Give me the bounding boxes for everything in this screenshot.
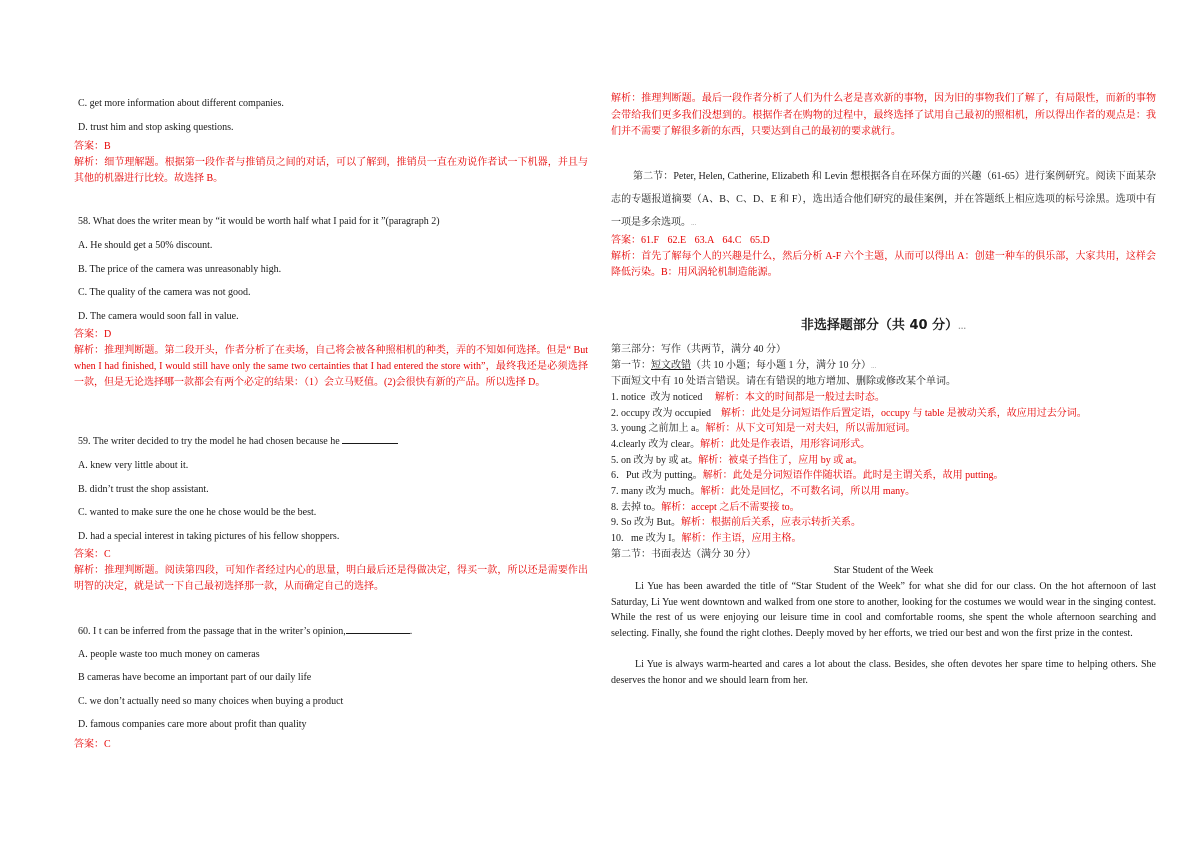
correction-item: 9. So 改为 But。解析：根据前后关系，应表示转折关系。 [611, 517, 862, 528]
section2-writing-heading: 第二节：书面表达（满分 30 分） [611, 549, 756, 560]
q60-option-a: A. people waste too much money on cameras [78, 649, 260, 660]
q58-option-b: B. The price of the camera was unreasonably high. [78, 264, 282, 275]
part3-heading: 第三部分：写作（共两节，满分 40 分） [611, 344, 786, 355]
correction-item: 8. 去掉 to。解析：accept 之后不需要接 to。 [611, 502, 800, 513]
section2-explanation: 解析：首先了解每个人的兴趣是什么，然后分析 A-F 六个主题，从而可以得出 A：创建一种车的俱乐部，大家共用，这样会降低污染。B：用风涡轮机制造能源。 [611, 251, 1156, 278]
q58-option-c: C. The quality of the camera was not good. [78, 287, 251, 298]
section2-answer: 答案：61.F 62.E 63.A 64.C 65.D [611, 235, 770, 246]
essay-title: Star Student of the Week [833, 565, 934, 576]
correction-item: 6．Put 改为 putting。解析：此处是分词短语作伴随状语。此时是主谓关系，故用 putting。 [611, 470, 1004, 481]
q60-explanation: 解析：推理判断题。最后一段作者分析了人们为什么老是喜欢新的事物，因为旧的事物我们了解了，有局限性，而新的事物会带给我们更多我们没想到的。根据作者在购物的过程中，最终选择了试用自己最初的照相机，所以得出作者的观点是：我们并不需要了解很多新的东西，只要达到自己的最初的要求就行。 [611, 93, 1156, 137]
q58-option-d: D. The camera would soon fall in value. [78, 311, 239, 322]
q58-stem: 58. What does the writer mean by “it would be worth half what I paid for it ”(paragraph 2) [78, 216, 440, 227]
q58-option-a: A. He should get a 50% discount. [78, 240, 213, 251]
correction-item: 3. young 之前加上 a。解析：从下文可知是一对夫妇，所以需加冠词。 [611, 423, 916, 434]
section-title: 非选择题部分（共 40 分）... [800, 318, 967, 333]
q59-stem: 59. The writer decided to try the model he had chosen because he [74, 434, 398, 449]
section1-heading: 第一节：短文改错（共 10 小题；每小题 1 分，满分 10 分）... [611, 360, 877, 371]
essay-paragraph-1: Li Yue has been awarded the title of “Star Student of the Week” for what she did for our class. On the hot afternoon of last Saturday, Li Yue went downtown and walked from one store to another, looking for the costumes we would wear in the singing contest. While the rest of us were enjoying our leisure time in cool and comfortable rooms, she spent the whole afternoon searching and selecting. Finally, she found the right clothes. Deeply moved by her efforts, we tried our best and won the first prize in the contest. [611, 581, 1156, 640]
section1-underlined: 短文改错 [651, 360, 691, 371]
q59-option-c: C. wanted to make sure the one he chose would be the best. [78, 507, 317, 518]
q59-explanation: 解析：推理判断题。阅读第四段，可知作者经过内心的思量，明白最后还是得做决定，得买一款，所以还是需要作出明智的决定，就是试一下自己最初选择那一款，从而确定自己的选择。 [74, 565, 588, 592]
essay-paragraph-2: Li Yue is always warm-hearted and cares a lot about the class. Besides, she often devotes her spare time to helping others. She deserves the honor and we should learn from her. [611, 659, 1156, 686]
correction-item: 4.clearly 改为 clear。解析：此处是作表语，用形容词形式。 [611, 439, 871, 450]
q59-option-d: D. had a special interest in taking pictures of his fellow shoppers. [78, 531, 340, 542]
q59-blank [342, 434, 398, 444]
q60-blank [346, 624, 410, 634]
section2-intro: 第二节：Peter, Helen, Catherine, Elizabeth 和 Levin 想根据各自在环保方面的兴趣（61-65）进行案例研究。阅读下面某杂志的专题报道摘要（A、B、C、D、E 和 F），选出适合他们研究的最佳案例，并在答题纸上相应选项的标号涂黑。选项中有一项是多余选项。... [611, 171, 1156, 228]
q57-option-d: D. trust him and stop asking questions. [78, 122, 234, 133]
q57-option-c: C. get more information about different companies. [78, 98, 284, 109]
q59-option-a: A. knew very little about it. [78, 460, 189, 471]
q60-stem: 60. I t can be inferred from the passage that in the writer’s opinion, . [78, 626, 413, 637]
q57-answer: 答案：B [74, 141, 111, 152]
q59-option-b: B. didn’t trust the shop assistant. [78, 484, 209, 495]
q60-option-d: D. famous companies care more about profit than quality [78, 719, 307, 730]
correction-item: 2. occupy 改为 occupied 解析：此处是分词短语作后置定语，occupy 与 table 是被动关系，故应用过去分词。 [611, 408, 1087, 419]
correction-item: 10. me 改为 I。解析：作主语，应用主格。 [611, 533, 802, 544]
q60-option-b: B cameras have become an important part of our daily life [78, 672, 312, 683]
paragraph-mark: ... [691, 219, 697, 227]
q60-answer: 答案：C [74, 739, 111, 750]
q57-explanation: 解析：细节理解题。根据第一段作者与推销员之间的对话，可以了解到，推销员一直在劝说作者试一下机器，并且与其他的机器进行比较。故选择 B。 [74, 157, 588, 184]
q60-option-c: C. we don’t actually need so many choices when buying a product [78, 696, 344, 707]
heading-mark: ... [871, 362, 877, 370]
section1-instructions: 下面短文中有 10 处语言错误。请在有错误的地方增加、删除或修改某个单词。 [611, 376, 956, 387]
correction-item: 1. notice 改为 noticed 解析：本文的时间都是一般过去时态。 [611, 392, 885, 403]
q58-answer: 答案：D [74, 329, 112, 340]
correction-item: 7. many 改为 much。解析：此处是回忆，不可数名词，所以用 many。 [611, 486, 916, 497]
title-mark: ... [958, 323, 967, 331]
q59-answer: 答案：C [74, 549, 111, 560]
q58-explanation: 解析：推理判断题。第二段开头，作者分析了在卖场，自己将会被各种照相机的种类，弄的不知如何选择。但是“ But when I had finished, I would still have only the same two certainties that I had entered the store with”，最终我还是必须选择一款，但是无论选择哪一款都会有两个必定的结果：（1）会立马贬值。(2)会很快有新的产品。所以选择 D。 [74, 345, 588, 388]
correction-item: 5. on 改为 by 或 at。解析：被桌子挡住了，应用 by 或 at。 [611, 455, 863, 466]
